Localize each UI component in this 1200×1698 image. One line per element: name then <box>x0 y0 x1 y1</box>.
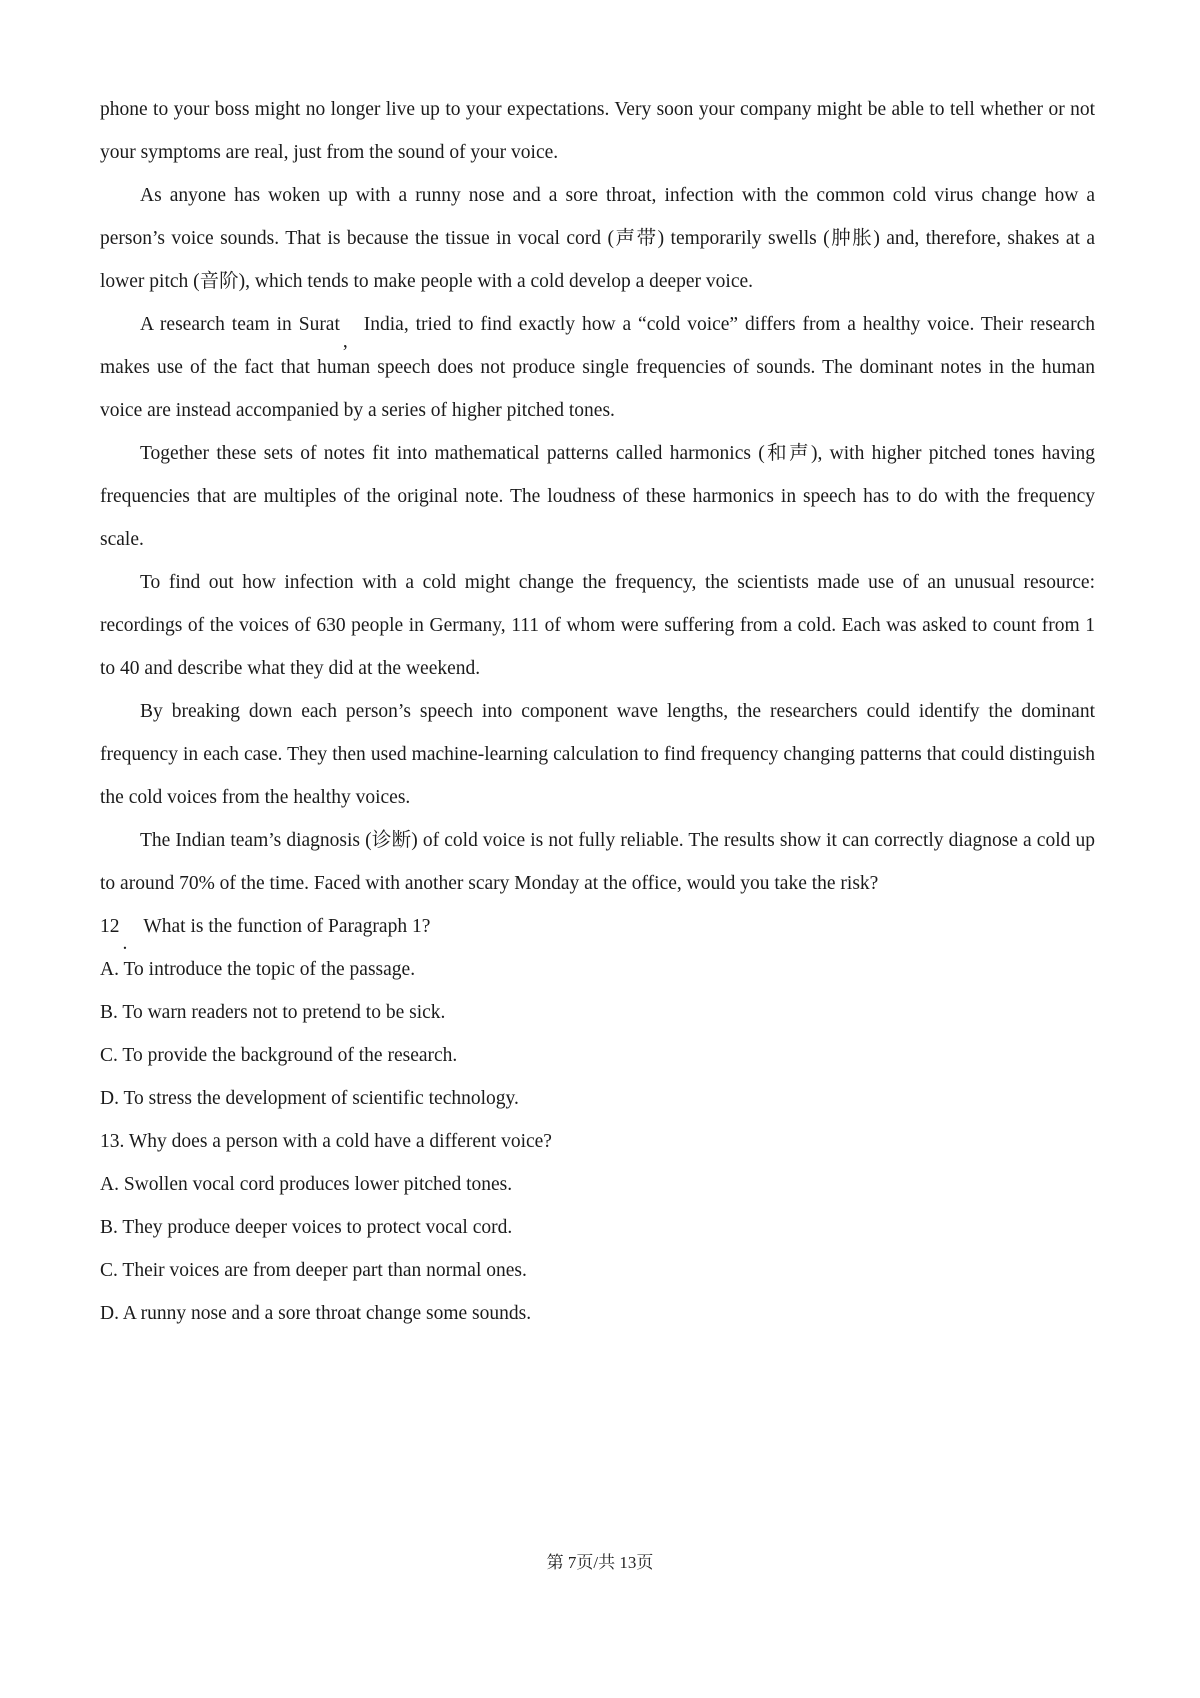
question-13-stem: 13. Why does a person with a cold have a different voice? <box>100 1131 552 1152</box>
question-12-stem <box>100 905 1095 954</box>
question-13-option-b: B. They produce deeper voices to protect vocal cord. <box>100 1217 513 1238</box>
reading-passage <box>100 88 1095 905</box>
question-12-option-c: C. To provide the background of the research. <box>100 1045 458 1066</box>
question-12-option-d: D. To stress the development of scientific technology. <box>100 1088 519 1109</box>
question-13-option-a: A. Swollen vocal cord produces lower pitched tones. <box>100 1174 513 1195</box>
question-12-dropped-period: . <box>122 933 128 954</box>
question-12-option-b: B. To warn readers not to pretend to be sick. <box>100 1002 446 1023</box>
questions-section <box>100 905 1095 1335</box>
dropped-comma: , <box>342 331 348 352</box>
question-12-number: 12 <box>100 916 120 937</box>
passage-paragraph-3 <box>100 303 1095 432</box>
question-12-text: What is the function of Paragraph 1? <box>143 916 431 937</box>
question-13-option-d: D. A runny nose and a sore throat change some sounds. <box>100 1303 532 1324</box>
passage-paragraph-1: phone to your boss might no longer live up to your expectations. Very soon your company might be able to tell whether or not your symptoms are real, just from the sound of your voice. <box>100 99 1095 163</box>
question-12-option-a: A. To introduce the topic of the passage. <box>100 959 416 980</box>
paragraph-3-rest: India, tried to find exactly how a “cold voice” differs from a healthy voice. Their research makes use of the fact that human speech does not produce single frequencies of sounds. The dominant notes in the human voice are instead accompanied by a series of higher pitched tones. <box>100 314 1095 421</box>
question-13-option-c: C. Their voices are from deeper part than normal ones. <box>100 1260 527 1281</box>
passage-paragraph-7: The Indian team’s diagnosis (诊断) of cold voice is not fully reliable. The results show it can correctly diagnose a cold up to around 70% of the time. Faced with another scary Monday at the office, would you take the risk? <box>100 830 1095 894</box>
passage-paragraph-6: By breaking down each person’s speech into component wave lengths, the researchers could identify the dominant frequency in each case. They then used machine-learning calculation to find frequency changing patterns that could distinguish the cold voices from the healthy voices. <box>100 701 1095 808</box>
page-footer: 第 7页/共 13页 <box>546 1553 654 1572</box>
passage-paragraph-5: To find out how infection with a cold might change the frequency, the scientists made use of an unusual resource: recordings of the voices of 630 people in Germany, 111 of whom were suffering from a cold. Each was asked to count from 1 to 40 and describe what they did at the weekend. <box>100 572 1095 679</box>
passage-paragraph-2: As anyone has woken up with a runny nose and a sore throat, infection with the common cold virus change how a person’s voice sounds. That is because the tissue in vocal cord (声带) temporarily swells (肿胀) and, therefore, shakes at a lower pitch (音阶), which tends to make people with a cold develop a deeper voice. <box>100 185 1095 292</box>
paragraph-3-lead: A research team in Surat <box>140 314 340 335</box>
passage-paragraph-4: Together these sets of notes fit into mathematical patterns called harmonics (和声), with higher pitched tones having frequencies that are multiples of the original note. The loudness of these harmonics in speech has to do with the frequency scale. <box>100 443 1095 550</box>
